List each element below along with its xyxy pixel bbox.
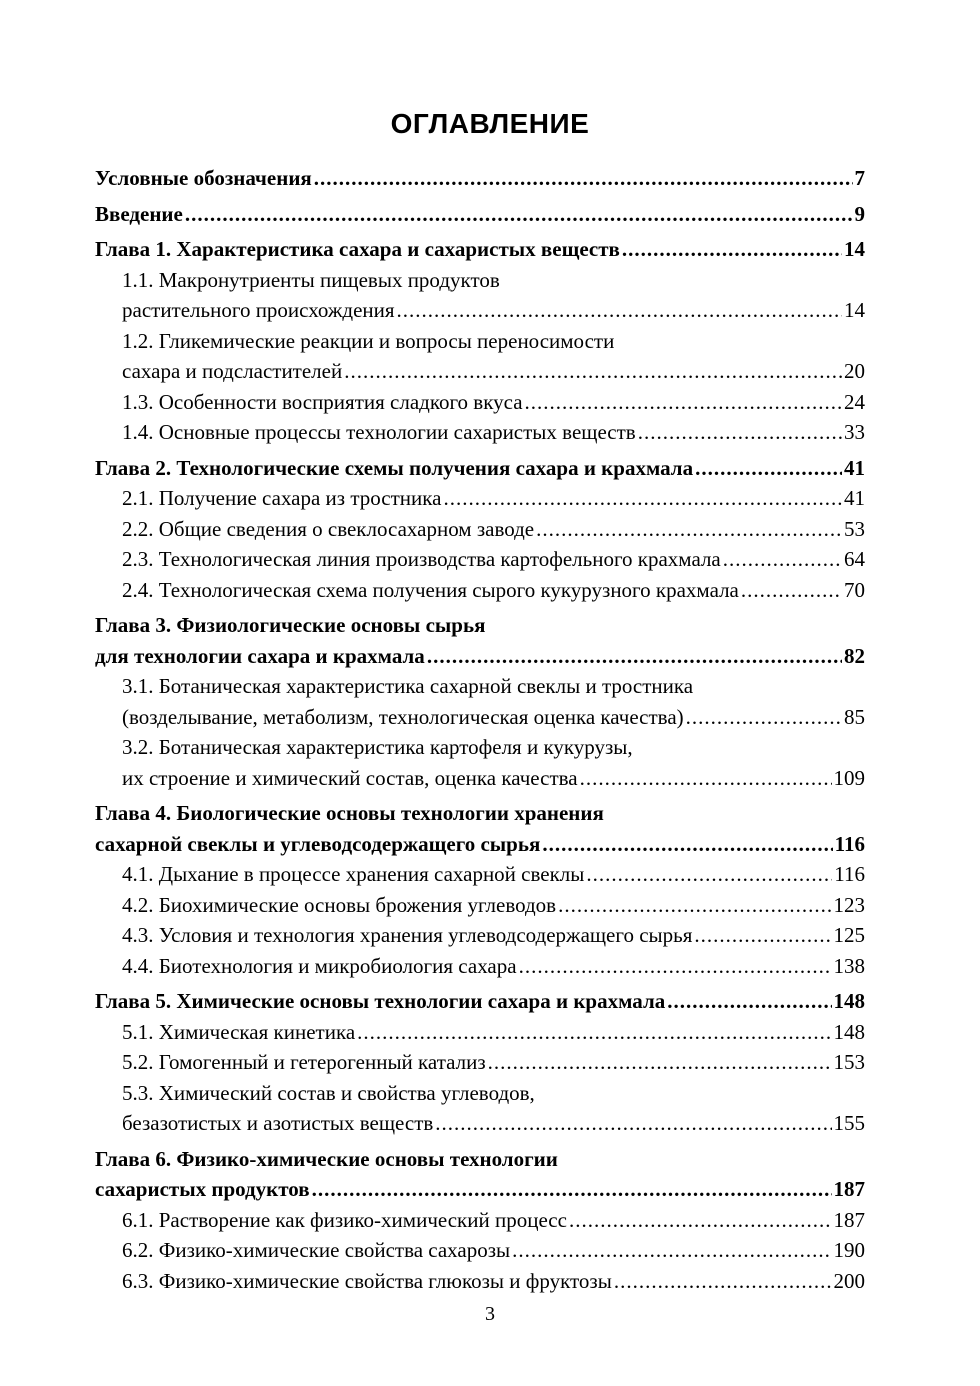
toc-entry-text: 6.3. Физико-химические свойства глюкозы и фруктозы	[122, 1268, 612, 1293]
dot-leader	[723, 544, 842, 575]
dot-leader	[558, 890, 831, 921]
toc-page-number: 7	[854, 166, 865, 190]
toc-page-number: 41	[844, 455, 865, 480]
table-of-contents	[95, 163, 865, 1296]
dot-leader	[185, 199, 853, 230]
toc-entry-text: 2.3. Технологическая линия производства картофельного крахмала	[122, 547, 721, 571]
toc-entry-text: сахара и подсластителей	[122, 359, 343, 383]
toc-section-entry[interactable]	[95, 732, 865, 763]
toc-entry-text: 4.3. Условия и технология хранения углеводсодержащего сырья	[122, 923, 693, 947]
dot-leader	[741, 575, 842, 606]
toc-page-number: 109	[833, 765, 865, 790]
toc-entry-text: 5.1. Химическая кинетика	[122, 1019, 356, 1044]
dot-leader	[695, 453, 842, 484]
page-title: ОГЛАВЛЕНИЕ	[390, 108, 590, 139]
toc-section-entry[interactable]	[95, 295, 865, 326]
toc-section-entry[interactable]	[95, 417, 865, 448]
toc-chapter-entry[interactable]	[95, 234, 865, 265]
toc-entry-text: 1.4. Основные процессы технологии сахаристых веществ	[122, 420, 636, 444]
toc-entry-text: 6.2. Физико-химические свойства сахарозы	[122, 1238, 511, 1262]
toc-page-number: 155	[833, 1111, 865, 1135]
toc-entry-text: Глава 6. Физико-химические основы технологии	[95, 1146, 558, 1171]
toc-page-number: 41	[844, 486, 865, 510]
toc-page-number: 116	[834, 831, 865, 856]
dot-leader	[357, 1017, 831, 1048]
toc-chapter-entry[interactable]	[95, 610, 865, 641]
toc-page-number: 187	[833, 1207, 865, 1232]
toc-section-entry[interactable]	[95, 1047, 865, 1078]
dot-leader	[314, 163, 853, 194]
toc-entry-text: Глава 4. Биологические основы технологии хранения	[95, 801, 604, 825]
toc-page-number: 70	[844, 577, 865, 602]
toc-section-entry[interactable]	[95, 702, 865, 733]
toc-chapter-entry[interactable]	[95, 1174, 865, 1205]
dot-leader	[622, 234, 842, 265]
toc-section-entry[interactable]	[95, 356, 865, 387]
toc-page-number: 53	[844, 516, 865, 541]
toc-section-entry[interactable]	[95, 859, 865, 890]
toc-section-entry[interactable]	[95, 951, 865, 982]
toc-entry-text: 3.2. Ботаническая характеристика картофеля и кукурузы,	[122, 735, 633, 759]
dot-leader	[694, 920, 831, 951]
toc-section-entry[interactable]	[95, 1235, 865, 1266]
toc-section-entry[interactable]	[95, 890, 865, 921]
toc-chapter-entry[interactable]	[95, 1144, 865, 1175]
toc-entry-text: для технологии сахара и крахмала	[95, 643, 425, 668]
toc-page-number: 82	[844, 643, 865, 668]
toc-chapter-entry[interactable]	[95, 798, 865, 829]
toc-page-number: 85	[844, 704, 865, 729]
toc-page-number: 125	[833, 923, 865, 947]
toc-entry-text: 4.4. Биотехнология и микробиология сахара	[122, 953, 517, 978]
toc-section-entry[interactable]	[95, 1078, 865, 1109]
toc-section-entry[interactable]	[95, 1205, 865, 1236]
toc-entry-text: Глава 3. Физиологические основы сырья	[95, 613, 486, 637]
toc-entry-text: 1.1. Макронутриенты пищевых продуктов	[122, 267, 500, 292]
dot-leader	[542, 829, 832, 860]
toc-chapter-entry[interactable]	[95, 986, 865, 1017]
dot-leader	[536, 514, 842, 545]
toc-entry-text: 2.4. Технологическая схема получения сырого кукурузного крахмала	[122, 577, 739, 602]
toc-page-number: 148	[833, 1019, 865, 1044]
toc-chapter-entry[interactable]	[95, 199, 865, 230]
toc-entry-text: безазотистых и азотистых веществ	[122, 1111, 434, 1135]
toc-section-entry[interactable]	[95, 671, 865, 702]
dot-leader	[435, 1108, 831, 1139]
toc-page-number: 9	[854, 201, 865, 226]
toc-section-entry[interactable]	[95, 514, 865, 545]
toc-page-number: 14	[844, 237, 865, 261]
toc-entry-text: 6.1. Растворение как физико-химический процесс	[122, 1207, 567, 1232]
toc-entry-text: Введение	[95, 201, 183, 226]
toc-section-entry[interactable]	[95, 575, 865, 606]
toc-section-entry[interactable]	[95, 1266, 865, 1297]
toc-page-number: 190	[833, 1238, 865, 1262]
toc-entry-text: 1.2. Гликемические реакции и вопросы переносимости	[122, 328, 615, 353]
toc-entry-text: Глава 1. Характеристика сахара и сахаристых веществ	[95, 237, 620, 261]
toc-page-number: 116	[834, 862, 865, 886]
toc-page-number: 187	[833, 1177, 865, 1201]
dot-leader	[667, 986, 831, 1017]
toc-section-entry[interactable]	[95, 763, 865, 794]
toc-entry-text: 2.1. Получение сахара из тростника	[122, 486, 442, 510]
toc-entry-text: 1.3. Особенности восприятия сладкого вкуса	[122, 389, 523, 414]
toc-entry-text: сахарной свеклы и углеводсодержащего сырья	[95, 831, 541, 856]
toc-entry-text: их строение и химический состав, оценка качества	[122, 765, 578, 790]
toc-entry-text: Глава 2. Технологические схемы получения сахара и крахмала	[95, 455, 694, 480]
toc-entry-text: 4.1. Дыхание в процессе хранения сахарной свеклы	[122, 862, 585, 886]
dot-leader	[488, 1047, 832, 1078]
toc-entry-text: 2.2. Общие сведения о свеклосахарном заводе	[122, 516, 535, 541]
dot-leader	[614, 1266, 832, 1297]
toc-section-entry[interactable]	[95, 483, 865, 514]
toc-section-entry[interactable]	[95, 326, 865, 357]
toc-page-number: 148	[833, 989, 865, 1013]
dot-leader	[427, 641, 842, 672]
toc-entry-text: сахаристых продуктов	[95, 1177, 310, 1201]
dot-leader	[686, 702, 842, 733]
toc-chapter-entry[interactable]	[95, 453, 865, 484]
toc-section-entry[interactable]	[95, 387, 865, 418]
toc-entry-text: 5.3. Химический состав и свойства углеводов,	[122, 1080, 535, 1105]
toc-page-number: 14	[844, 298, 865, 322]
toc-page-number: 200	[833, 1268, 865, 1293]
dot-leader	[344, 356, 842, 387]
toc-entry-text: растительного происхождения	[122, 298, 395, 322]
dot-leader	[519, 951, 832, 982]
toc-page-number: 33	[844, 420, 865, 444]
toc-entry-text: Условные обозначения	[95, 166, 312, 190]
toc-page-number: 123	[833, 892, 865, 917]
dot-leader	[512, 1235, 831, 1266]
toc-section-entry[interactable]	[95, 544, 865, 575]
dot-leader	[580, 763, 832, 794]
toc-chapter-entry[interactable]	[95, 163, 865, 194]
dot-leader	[312, 1174, 832, 1205]
dot-leader	[525, 387, 842, 418]
toc-entry-text: 5.2. Гомогенный и гетерогенный катализ	[122, 1050, 486, 1074]
page-number: 3	[485, 1303, 495, 1325]
toc-section-entry[interactable]	[95, 920, 865, 951]
toc-entry-text: 4.2. Биохимические основы брожения углеводов	[122, 892, 557, 917]
toc-page-number: 20	[844, 359, 865, 383]
toc-page-number: 138	[833, 953, 865, 978]
toc-entry-text: (возделывание, метаболизм, технологическая оценка качества)	[122, 704, 684, 729]
dot-leader	[569, 1205, 832, 1236]
toc-page-number: 64	[844, 547, 865, 571]
dot-leader	[586, 859, 832, 890]
toc-entry-text: Глава 5. Химические основы технологии сахара и крахмала	[95, 989, 666, 1013]
dot-leader	[443, 483, 842, 514]
toc-section-entry[interactable]	[95, 265, 865, 296]
toc-entry-text: 3.1. Ботаническая характеристика сахарной свеклы и тростника	[122, 674, 694, 698]
toc-chapter-entry[interactable]	[95, 641, 865, 672]
dot-leader	[638, 417, 842, 448]
toc-section-entry[interactable]	[95, 1108, 865, 1139]
toc-page-number: 24	[844, 389, 865, 414]
toc-section-entry[interactable]	[95, 1017, 865, 1048]
dot-leader	[397, 295, 842, 326]
toc-page-number: 153	[833, 1050, 865, 1074]
toc-chapter-entry[interactable]	[95, 829, 865, 860]
